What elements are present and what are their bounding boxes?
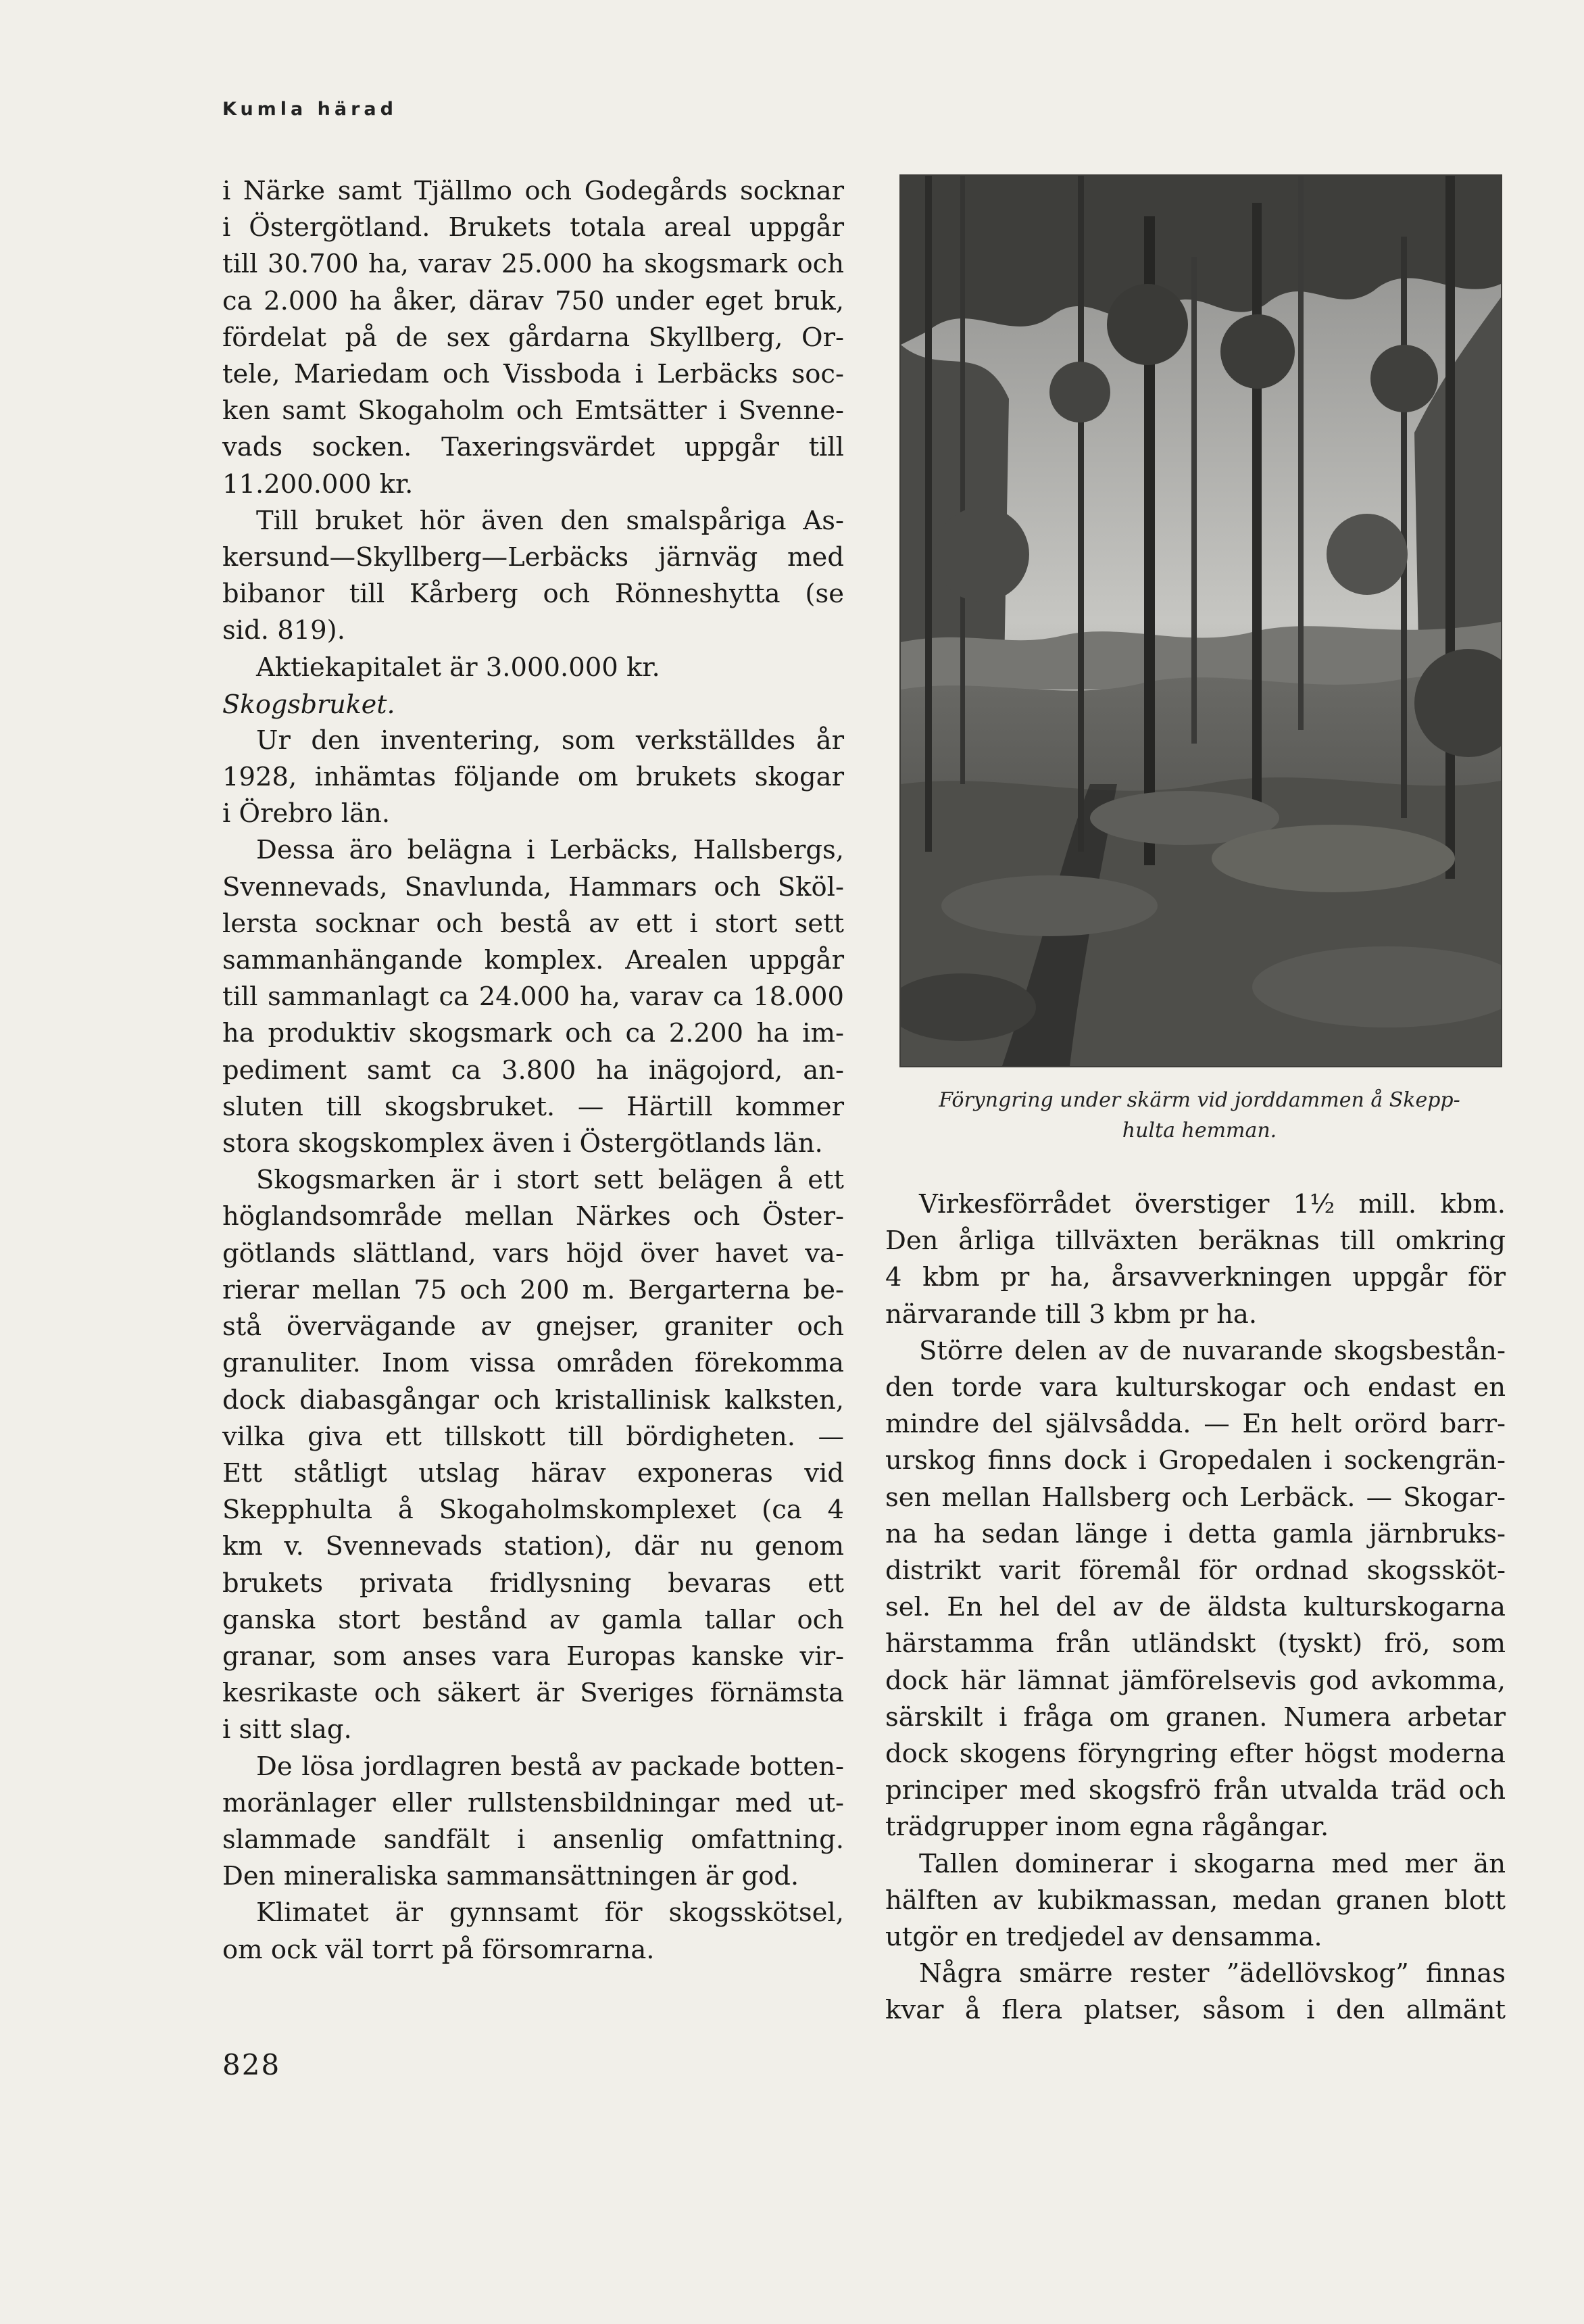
text-line: 1928, inhämtas följande om brukets skogar (222, 762, 844, 793)
text-line: trädgrupper inom egna rågångar. (885, 1812, 1329, 1843)
text-line: dock skogens föryngring efter högst moderna (885, 1739, 1506, 1770)
text-line: dock diabasgångar och kristallinisk kalksten, (222, 1384, 844, 1415)
text-line: om ock väl torrt på försomrarna. (222, 1934, 655, 1965)
text-line: pediment samt ca 3.800 ha inägojord, an- (222, 1055, 844, 1086)
paragraph-timber-stock (885, 1186, 1506, 1333)
text-line: sen mellan Hallsberg och Lerbäck. — Skogar- (885, 1482, 1506, 1513)
text-line: fördelat på de sex gårdarna Skyllberg, Or- (222, 322, 844, 353)
text-line: särskilt i fråga om granen. Numera arbetar (885, 1701, 1506, 1733)
text-line: härstamma från utländskt (tyskt) frö, som (885, 1628, 1506, 1660)
text-line: brukets privata fridlysning bevaras ett (222, 1568, 844, 1599)
paragraph-soil (222, 1749, 844, 1895)
text-line: ca 2.000 ha åker, därav 750 under eget bruk, (222, 285, 844, 316)
text-line: km v. Svennevads station), där nu genom (222, 1531, 844, 1562)
text-line: Skepphulta å Skogaholmskomplexet (ca 4 (222, 1495, 844, 1526)
text-line: Tallen dominerar i skogarna med mer än (919, 1848, 1506, 1879)
running-head: Kumla härad (222, 99, 397, 120)
paragraph-climate (222, 1895, 844, 1968)
paragraph-pine-dominance (885, 1846, 1506, 1956)
text-line: Klimatet är gynnsamt för skogsskötsel, (256, 1897, 844, 1929)
text-line: na ha sedan länge i detta gamla järnbruks- (885, 1518, 1506, 1549)
left-column (222, 173, 844, 1968)
text-line: sel. En hel del av de äldsta kulturskogarna (885, 1592, 1506, 1623)
text-line: De lösa jordlagren bestå av packade botten- (256, 1751, 844, 1782)
text-line: götlands slättland, vars höjd över havet va- (222, 1238, 844, 1269)
text-line: rierar mellan 75 och 200 m. Bergarterna be- (222, 1274, 844, 1305)
text-line: Skogsmarken är i stort sett belägen å ett (256, 1165, 844, 1196)
text-line: till 30.700 ha, varav 25.000 ha skogsmark och (222, 249, 844, 280)
text-line: lersta socknar och bestå av ett i stort sett (222, 908, 844, 939)
text-line: Svennevads, Snavlunda, Hammars och Sköl- (222, 871, 844, 902)
text-line: Större delen av de nuvarande skogsbestån- (919, 1335, 1506, 1366)
text-line: Den årliga tillväxten beräknas till omkring (885, 1226, 1506, 1257)
caption-line: hulta hemman. (1122, 1119, 1277, 1142)
text-line: Den mineraliska sammansättningen är god. (222, 1861, 799, 1892)
paragraph-inventory (222, 723, 844, 833)
text-line: slammade sandfält i ansenlig omfattning. (222, 1824, 844, 1855)
text-line: höglandsområde mellan Närkes och Öster- (222, 1201, 844, 1232)
text-line: i Östergötland. Brukets totala areal uppgår (222, 212, 844, 243)
text-line: Några smärre rester ”ädellövskog” finnas (919, 1958, 1506, 1989)
text-line: sammanhängande komplex. Arealen uppgår (222, 945, 844, 976)
text-line: granar, som anses vara Europas kanske vir- (222, 1641, 844, 1672)
text-line: distrikt varit föremål för ordnad skogssköt- (885, 1555, 1506, 1587)
text-line: till sammanlagt ca 24.000 ha, varav ca 18.000 (222, 982, 844, 1013)
text-line: stå övervägande av gnejser, graniter och (222, 1311, 844, 1342)
text-line: principer med skogsfrö från utvalda träd och (885, 1775, 1506, 1806)
text-line: hälften av kubikmassan, medan granen blott (885, 1885, 1506, 1916)
paragraph-location (222, 832, 844, 1162)
text-line: moränlager eller rullstensbildningar med ut- (222, 1787, 844, 1818)
paragraph-forest-stands (885, 1333, 1506, 1846)
text-line: Ett ståtligt utslag härav exponeras vid (222, 1457, 844, 1488)
paragraph-railway (222, 503, 844, 650)
paragraph-deciduous-remnants (885, 1956, 1506, 2029)
caption-line: Föryngring under skärm vid jorddammen å Skepp- (939, 1088, 1460, 1112)
text-line: ganska stort bestånd av gamla tallar och (222, 1604, 844, 1635)
text-line: Till bruket hör även den smalspåriga As- (256, 505, 844, 536)
paragraph-property-description (222, 173, 844, 503)
forest-photograph (899, 174, 1502, 1067)
page-number: 828 (222, 2048, 281, 2081)
text-line: mindre del självsådda. — En helt orörd barr- (885, 1409, 1506, 1440)
text-line: vads socken. Taxeringsvärdet uppgår till (222, 432, 844, 463)
paragraph-terrain (222, 1162, 844, 1748)
right-column (885, 1186, 1506, 2029)
text-line: granuliter. Inom vissa områden förekomma (222, 1348, 844, 1379)
text-line: i Örebro län. (222, 798, 391, 829)
text-line: kesrikaste och säkert är Sveriges förnämsta (222, 1678, 844, 1709)
text-line: Virkesförrådet överstiger 1½ mill. kbm. (919, 1189, 1506, 1219)
text-line: kersund—Skyllberg—Lerbäcks järnväg med (222, 542, 844, 573)
figure-caption (899, 1085, 1500, 1146)
text-line: stora skogskomplex även i Östergötlands län. (222, 1128, 823, 1159)
paragraph-share-capital: Aktiekapitalet är 3.000.000 kr. (256, 652, 660, 683)
text-line: den torde vara kulturskogar och endast en (885, 1372, 1506, 1403)
text-line: dock här lämnat jämförelsevis god avkomma, (885, 1665, 1506, 1696)
text-line: i sitt slag. (222, 1714, 352, 1745)
text-line: i Närke samt Tjällmo och Godegårds socknar (222, 176, 844, 206)
text-line: bibanor till Kårberg och Rönneshytta (se (222, 579, 844, 610)
text-line: urskog finns dock i Gropedalen i sockengrän- (885, 1445, 1506, 1476)
text-line: kvar å flera platser, såsom i den allmänt (885, 1995, 1506, 2026)
text-line: närvarande till 3 kbm pr ha. (885, 1299, 1258, 1330)
text-line: sid. 819). (222, 615, 345, 646)
text-line: tele, Mariedam och Vissboda i Lerbäcks soc- (222, 359, 844, 390)
text-line: Dessa äro belägna i Lerbäcks, Hallsbergs, (256, 835, 844, 866)
text-line: utgör en tredjedel av densamma. (885, 1922, 1322, 1953)
text-line: vilka giva ett tillskott till bördigheten. — (222, 1421, 844, 1452)
text-line: ken samt Skogaholm och Emtsätter i Svenne- (222, 395, 844, 427)
section-heading: Skogsbruket. (222, 689, 395, 719)
text-line: Ur den inventering, som verkställdes år (256, 725, 844, 756)
text-line: ha produktiv skogsmark och ca 2.200 ha im- (222, 1018, 844, 1049)
text-line: sluten till skogsbruket. — Härtill kommer (222, 1091, 844, 1122)
text-line: 11.200.000 kr. (222, 468, 414, 500)
forest-photo-image (901, 176, 1501, 1066)
text-line: 4 kbm pr ha, årsavverkningen uppgår för (885, 1262, 1506, 1293)
